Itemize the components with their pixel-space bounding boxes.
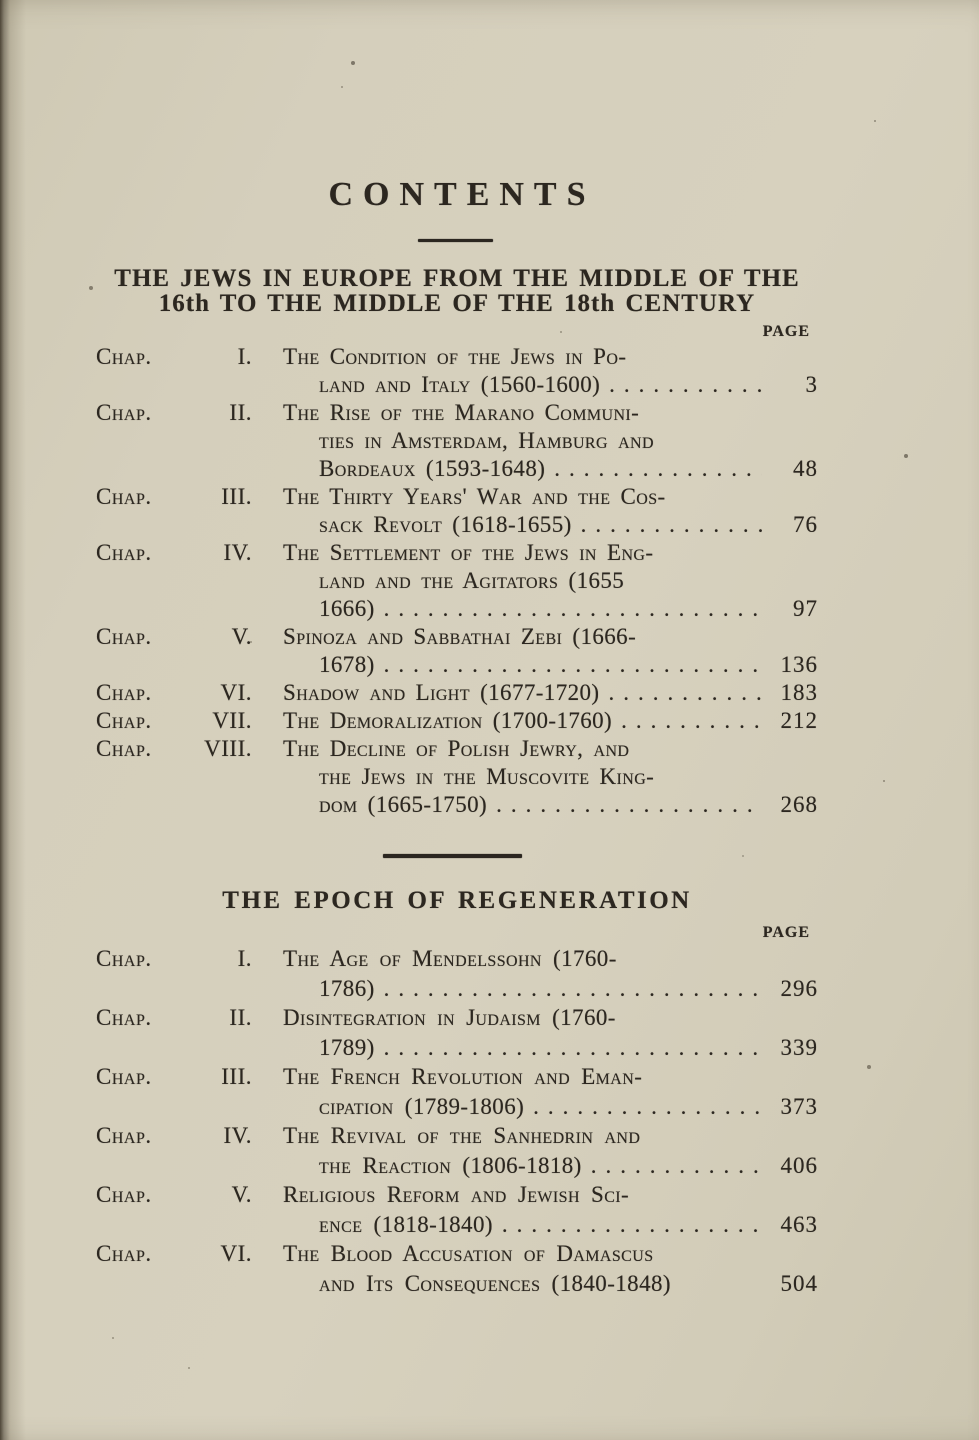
dot-leader [496,791,762,819]
title-line [283,455,818,483]
title-text: the Jews in the Muscovite King- [319,764,655,789]
section-heading-line: THE JEWS IN EUROPE FROM THE MIDDLE OF THE [114,265,800,292]
section-heading-line: THE EPOCH OF REGENERATION [222,887,692,914]
chapter-numeral: VI. [220,680,252,705]
page-title: CONTENTS [328,176,596,213]
title-line [283,399,818,427]
chapter-numeral: II. [229,400,252,425]
chapter-numeral: VII. [212,708,252,733]
chapter-label: Chap. [96,1064,152,1089]
page-gutter-shadow [0,0,26,1440]
section-heading [96,266,818,316]
chapter-label: Chap. [96,400,152,425]
page-number: 268 [780,792,818,817]
title-line [283,735,818,763]
chapter-label: Chap. [96,484,152,509]
page-number: 296 [780,975,818,1001]
page-number: 136 [780,652,818,677]
title-line [283,679,818,707]
title-line [283,944,818,974]
entry-list [96,343,818,819]
title-text: The Decline of Polish Jewry, and [283,736,630,761]
page-number: 373 [780,1093,818,1119]
title-text: ence (1818-1840) [319,1211,493,1237]
toc-entry [96,679,818,707]
title-text: The Blood Accusation of Damascus [283,1241,654,1266]
title-line [283,1210,818,1240]
title-line [283,1033,818,1063]
title-line [283,1180,818,1210]
title-text: The Age of Mendelssohn (1760- [283,946,617,971]
chapter-title-lines [283,707,818,735]
toc-entry [96,623,818,679]
page-column-label: PAGE [762,323,810,340]
chapter-label: Chap. [96,1182,152,1207]
dot-leader [384,651,762,679]
page-number: 504 [780,1270,818,1296]
title-text: The Revival of the Sanhedrin and [283,1123,641,1148]
title-text: cipation (1789-1806) [319,1093,525,1119]
title-line [283,343,818,371]
chapter-label: Chap. [96,344,152,369]
dot-leader [384,974,762,1004]
toc-entry [96,343,818,399]
chapter-label: Chap. [96,1123,152,1148]
title-text: the Reaction (1806-1818) [319,1152,582,1178]
chapter-label: Chap. [96,680,152,705]
title-text: land and the Agitators (1655 [319,568,625,593]
toc-entry [96,1239,818,1298]
page-number: 97 [793,596,818,621]
dot-leader [554,455,762,483]
title-text: The Thirty Years' War and the Cos- [283,484,666,509]
entry-list [96,944,818,1298]
page-number: 183 [780,680,818,705]
title-text: The Demoralization (1700-1760) [283,708,613,733]
title-text: ties in Amsterdam, Hamburg and [319,428,654,453]
chapter-title-lines [283,944,818,1003]
title-text: The French Revolution and Eman- [283,1064,643,1089]
title-text: 1786) [319,975,375,1001]
title-line [283,567,818,595]
page-number: 463 [780,1211,818,1237]
chapter-label: Chap. [96,624,152,649]
chapter-label: Chap. [96,1005,152,1030]
paper-specks [0,0,2,2]
dot-leader [533,1092,762,1122]
dot-leader [384,595,762,623]
chapter-title-lines [283,1180,818,1239]
chapter-title-lines [283,1121,818,1180]
toc-entry [96,1180,818,1239]
chapter-title-lines [283,1062,818,1121]
chapter-title-lines [283,1003,818,1062]
section-heading [96,887,818,914]
title-text: and Its Consequences (1840-1848) [319,1270,671,1296]
page-number: 406 [780,1152,818,1178]
chapter-numeral: V. [231,624,252,649]
title-line [283,791,818,819]
chapter-label: Chap. [96,1241,152,1266]
toc-entry [96,1003,818,1062]
title-line [283,651,818,679]
chapter-numeral: IV. [223,1123,252,1148]
page-number: 212 [780,708,818,733]
chapter-numeral: IV. [223,540,252,565]
title-line [283,1062,818,1092]
toc-entry [96,399,818,483]
section-jews-in-europe [96,266,818,819]
dot-leader [591,1151,762,1181]
title-text: The Rise of the Marano Communi- [283,400,640,425]
title-line [283,707,818,735]
toc-entry [96,483,818,539]
title-line [283,1239,818,1269]
toc-entry [96,707,818,735]
chapter-label: Chap. [96,708,152,733]
title-line [283,1003,818,1033]
chapter-numeral: II. [229,1005,252,1030]
chapter-title-lines [283,1239,818,1298]
title-text: Shadow and Light (1677-1720) [283,680,600,705]
title-line [283,1092,818,1122]
title-text: The Condition of the Jews in Po- [283,344,627,369]
chapter-title-lines [283,483,818,539]
page-number: 76 [793,512,818,537]
chapter-title-lines [283,399,818,483]
dot-leader [502,1210,762,1240]
chapter-label: Chap. [96,946,152,971]
toc-entry [96,539,818,623]
dot-leader [384,1033,762,1063]
title-divider-rule [418,239,493,242]
chapter-numeral: III. [221,1064,252,1089]
title-text: The Settlement of the Jews in Eng- [283,540,654,565]
title-text: sack Revolt (1618-1655) [319,512,572,537]
title-text: 1666) [319,596,375,621]
toc-entry [96,1062,818,1121]
toc-entry [96,944,818,1003]
chapter-numeral: III. [221,484,252,509]
title-text: Bordeaux (1593-1648) [319,456,546,481]
title-line [283,427,818,455]
title-text: 1789) [319,1034,375,1060]
dot-leader [581,511,762,539]
title-text: 1678) [319,652,375,677]
chapter-numeral: V. [231,1182,252,1207]
dot-leader [608,679,762,707]
title-text: dom (1665-1750) [319,792,488,817]
title-line [283,763,818,791]
title-text: Spinoza and Sabbathai Zebi (1666- [283,624,637,649]
section-divider-rule [383,854,522,858]
chapter-title-lines [283,735,818,819]
page-column-label: PAGE [762,924,810,941]
chapter-title-lines [283,679,818,707]
chapter-title-lines [283,623,818,679]
chapter-title-lines [283,343,818,399]
section-heading-line: 16th TO THE MIDDLE OF THE 18th CENTURY [158,290,756,317]
chapter-title-lines [283,539,818,623]
title-line [283,483,818,511]
toc-entry [96,1121,818,1180]
chapter-numeral: I. [237,946,252,971]
title-line [283,1121,818,1151]
page-number: 48 [793,456,818,481]
chapter-label: Chap. [96,736,152,761]
title-line [283,623,818,651]
title-line [283,371,818,399]
chapter-label: Chap. [96,540,152,565]
section-epoch-of-regeneration [96,887,818,1298]
title-text: land and Italy (1560-1600) [319,372,601,397]
page-number: 339 [780,1034,818,1060]
page-number: 3 [805,372,818,397]
title-text: Disintegration in Judaism (1760- [283,1005,616,1030]
chapter-numeral: I. [237,344,252,369]
title-line [283,539,818,567]
toc-entry [96,735,818,819]
chapter-numeral: VI. [220,1241,252,1266]
dot-leader [609,371,762,399]
title-line [283,1269,818,1299]
title-text: Religious Reform and Jewish Sci- [283,1182,630,1207]
title-line [283,1151,818,1181]
title-line [283,595,818,623]
chapter-numeral: VIII. [204,736,252,761]
title-line [283,974,818,1004]
dot-leader [621,707,762,735]
title-line [283,511,818,539]
